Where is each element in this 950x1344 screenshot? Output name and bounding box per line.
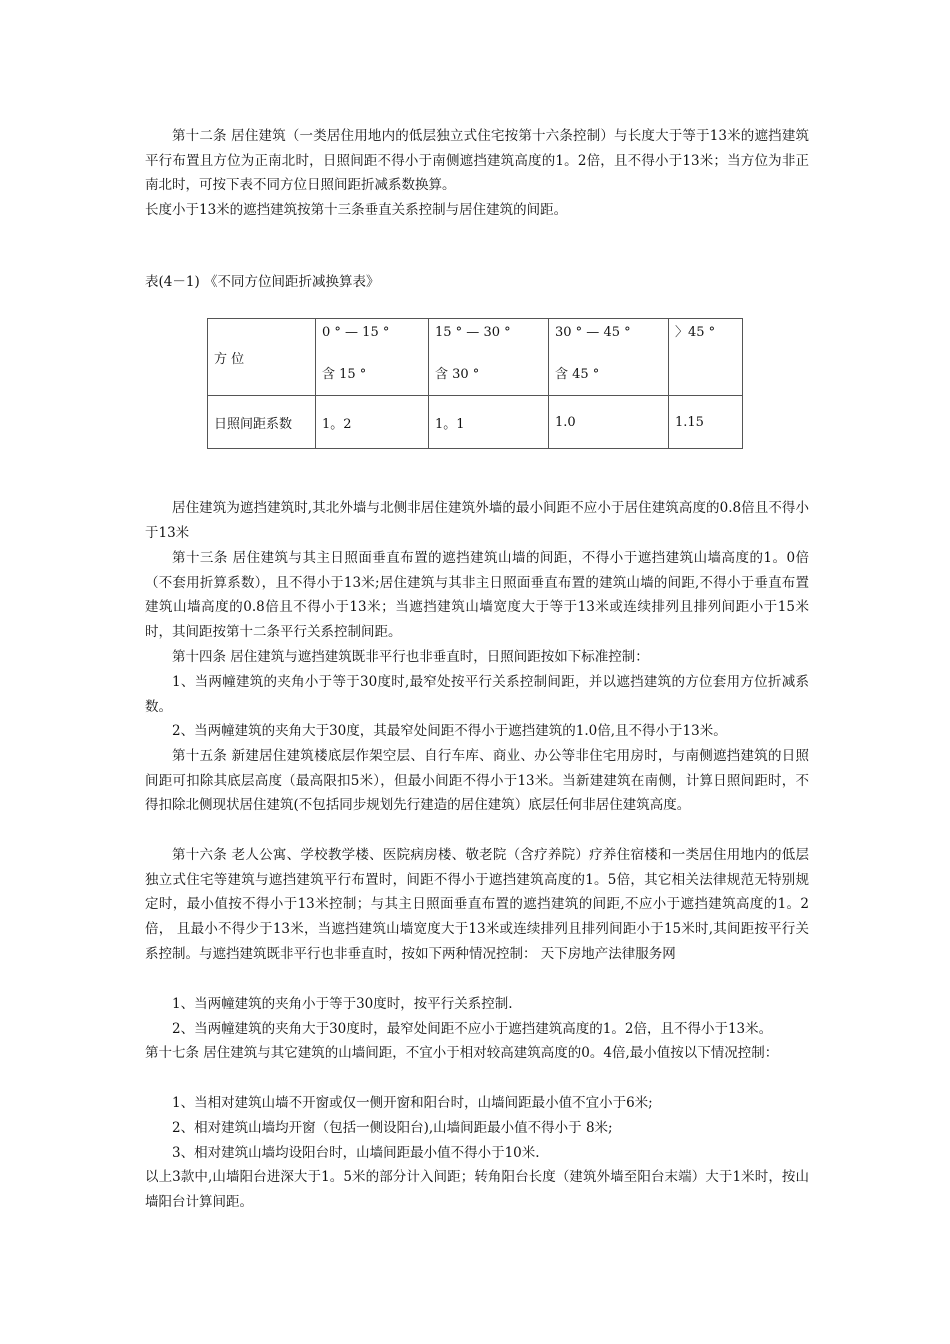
table-row	[208, 396, 743, 449]
article-16-item-1: 1、当两幢建筑的夹角小于等于30度时，按平行关系控制.	[172, 996, 513, 1012]
article-17-paragraph: 第十七条 居住建筑与其它建筑的山墙间距，不宜小于相对较高建筑高度的0。4倍,最小值按以下情况控制：	[145, 1045, 779, 1061]
azimuth-cell: 〉45 °	[669, 319, 743, 396]
azimuth-cell: 15 ° — 30 ° 含 30 °	[429, 319, 549, 396]
residential-as-obstruction-paragraph: 居住建筑为遮挡建筑时,其北外墙与北侧非居住建筑外墙的最小间距不应小于居住建筑高度的0.8倍且不得小于13米	[145, 500, 809, 541]
article-13-paragraph: 第十三条 居住建筑与其主日照面垂直布置的遮挡建筑山墙的间距，不得小于遮挡建筑山墙高度的1。0倍（不套用折算系数），且不得小于13米;居住建筑与其非主日照面垂直布置的建筑山墙的间距,不得小于垂直布置建筑山墙高度的0.8倍且不得小于13米；当遮挡建筑山墙宽度大于等于13米或连续排列且排列间距小于15米时，其间距按第十二条平行关系控制间距。	[145, 550, 809, 641]
azimuth-reduction-table	[207, 318, 743, 449]
article-12-note: 长度小于13米的遮挡建筑按第十三条垂直关系控制与居住建筑的间距。	[145, 202, 568, 218]
article-17-item-2: 2、相对建筑山墙均开窗（包括一侧设阳台),山墙间距最小值不得小于 8米;	[172, 1120, 613, 1136]
coefficient-cell: 1.0	[549, 396, 669, 449]
article-14-paragraph: 第十四条 居住建筑与遮挡建筑既非平行也非垂直时，日照间距按如下标准控制：	[172, 649, 649, 665]
article-14-item-1: 1、当两幢建筑的夹角小于等于30度时,最窄处按平行关系控制间距，并以遮挡建筑的方位套用方位折减系数。	[145, 674, 809, 715]
article-17-item-1: 1、当相对建筑山墙不开窗或仅一侧开窗和阳台时，山墙间距最小值不宜小于6米;	[172, 1095, 653, 1111]
article-16-paragraph: 第十六条 老人公寓、学校教学楼、医院病房楼、敬老院（含疗养院）疗养住宿楼和一类居住用地内的低层独立式住宅等建筑与遮挡建筑平行布置时，间距不得小于遮挡建筑高度的1。5倍，其它相关法律规范无特别规定时，最小值按不得小于13米控制；与其主日照面垂直布置的遮挡建筑的间距,不应小于遮挡建筑高度的1。2倍， 且最小不得少于13米，当遮挡建筑山墙宽度大于13米或连续排列且排列间距小于15米时,其间距按平行关系控制。与遮挡建筑既非平行也非垂直时，按如下两种情况控制： 天下房地产法律服务网	[145, 847, 809, 962]
azimuth-cell: 30 ° — 45 ° 含 45 °	[549, 319, 669, 396]
row-header-azimuth: 方 位	[208, 319, 316, 396]
table-caption: 表(4－1) 《不同方位间距折减换算表》	[145, 274, 380, 290]
azimuth-cell: 0 ° — 15 ° 含 15 °	[316, 319, 429, 396]
article-15-paragraph: 第十五条 新建居住建筑楼底层作架空层、自行车库、商业、办公等非住宅用房时，与南侧遮挡建筑的日照间距可扣除其底层高度（最高限扣5米），但最小间距不得小于13米。当新建建筑在南侧，计算日照间距时，不得扣除北侧现状居住建筑(不包括同步规划先行建造的居住建筑）底层任何非居住建筑高度。	[145, 748, 809, 814]
article-14-item-2: 2、当两幢建筑的夹角大于30度，其最窄处间距不得小于遮挡建筑的1.0倍,且不得小于13米。	[172, 723, 727, 739]
article-12-paragraph: 第十二条 居住建筑（一类居住用地内的低层独立式住宅按第十六条控制）与长度大于等于13米的遮挡建筑平行布置且方位为正南北时，日照间距不得小于南侧遮挡建筑高度的1。2倍，且不得小于13米；当方位为非正南北时，可按下表不同方位日照间距折减系数换算。	[145, 128, 809, 194]
coefficient-cell: 1。2	[316, 396, 429, 449]
article-16-item-2: 2、当两幢建筑的夹角大于30度时，最窄处间距不应小于遮挡建筑高度的1。2倍，且不得小于13米。	[172, 1021, 773, 1037]
coefficient-cell: 1。1	[429, 396, 549, 449]
article-17-item-3: 3、相对建筑山墙均设阳台时，山墙间距最小值不得小于10米.	[172, 1145, 540, 1161]
table-row	[208, 319, 743, 396]
article-17-note: 以上3款中,山墙阳台进深大于1。5米的部分计入间距；转角阳台长度（建筑外墙至阳台末端）大于1米时，按山墙阳台计算间距。	[145, 1169, 809, 1210]
row-header-coefficient: 日照间距系数	[208, 396, 316, 449]
coefficient-cell: 1.15	[669, 396, 743, 449]
